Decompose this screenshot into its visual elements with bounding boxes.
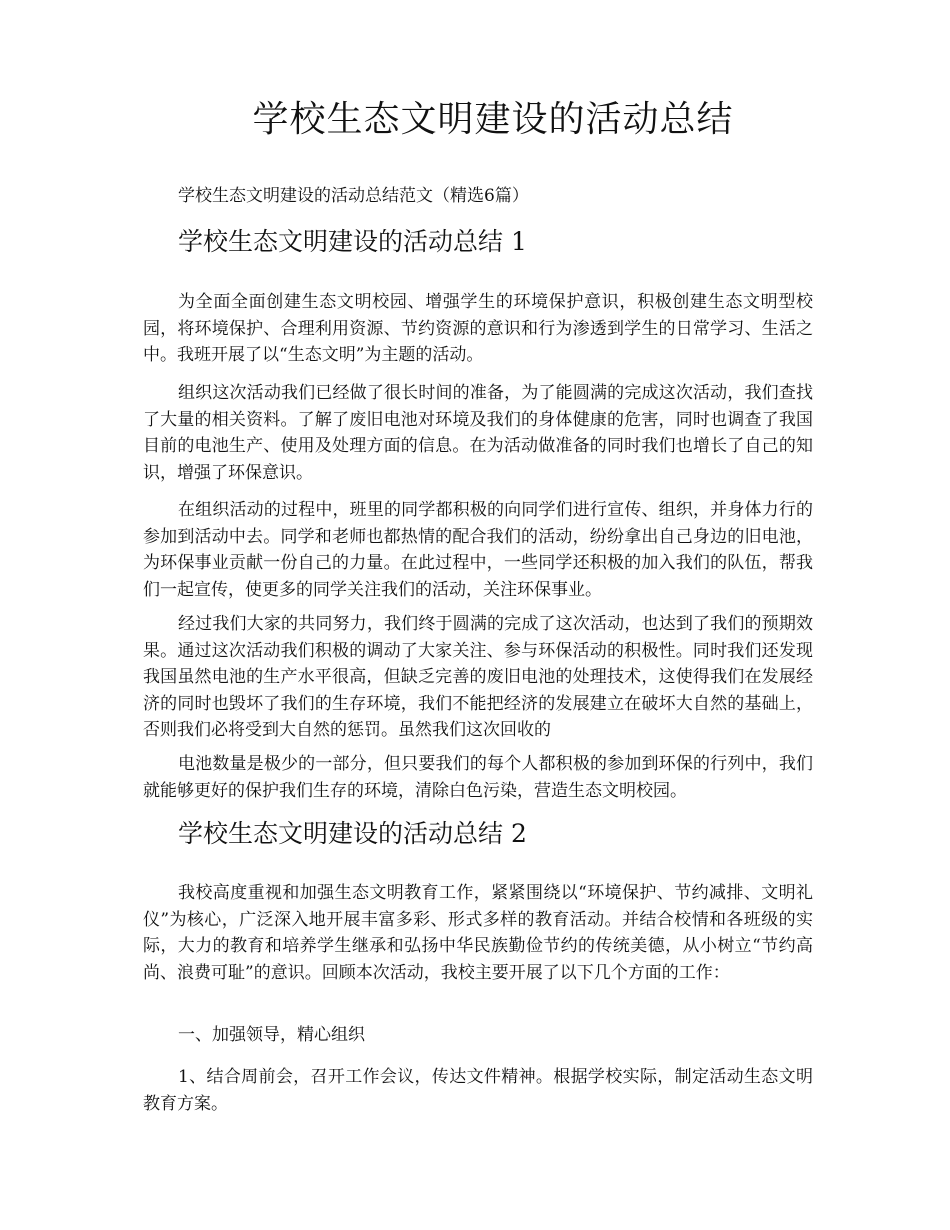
document-subtitle: 学校生态文明建设的活动总结范文（精选6篇） xyxy=(178,186,529,206)
section-1-paragraph-2: 组织这次活动我们已经做了很长时间的准备，为了能圆满的完成这次活动，我们查找了大量的相关资料。了解了废旧电池对环境及我们的身体健康的危害，同时也调查了我国目前的电池生产、使用及处理方面的信息。在为活动做准备的同时我们也增长了自己的知识，增强了环保意识。 xyxy=(143,383,813,483)
section-2-paragraph-2: 一、加强领导，精心组织 xyxy=(178,1025,365,1045)
document-title: 学校生态文明建设的活动总结 xyxy=(252,99,734,140)
section-heading-1: 学校生态文明建设的活动总结 1 xyxy=(178,227,527,256)
section-2-paragraph-1: 我校高度重视和加强生态文明教育工作，紧紧围绕以“环境保护、节约减排、文明礼仪”为核心，广泛深入地开展丰富多彩、形式多样的教育活动。并结合校情和各班级的实际，大力的教育和培养学生继承和弘扬中华民族勤俭节约的传统美德，从小树立“节约高尚、浪费可耻”的意识。回顾本次活动，我校主要开展了以下几个方面的工作： xyxy=(143,883,813,983)
section-1-paragraph-4: 经过我们大家的共同努力，我们终于圆满的完成了这次活动，也达到了我们的预期效果。通过这次活动我们积极的调动了大家关注、参与环保活动的积极性。同时我们还发现我国虽然电池的生产水平很高，但缺乏完善的废旧电池的处理技术，这使得我们在发展经济的同时也毁坏了我们的生存环境，我们不能把经济的发展建立在破坏大自然的基础上，否则我们必将受到大自然的惩罚。虽然我们这次回收的 xyxy=(143,614,813,740)
section-1-paragraph-5: 电池数量是极少的一部分，但只要我们的每个人都积极的参加到环保的行列中，我们就能够更好的保护我们生存的环境，清除白色污染，营造生态文明校园。 xyxy=(143,754,813,801)
section-1-paragraph-1: 为全面全面创建生态文明校园、增强学生的环境保护意识，积极创建生态文明型校园，将环境保护、合理利用资源、节约资源的意识和行为渗透到学生的日常学习、生活之中。我班开展了以“生态文明”为主题的活动。 xyxy=(143,292,813,365)
section-1-paragraph-3: 在组织活动的过程中，班里的同学都积极的向同学们进行宣传、组织，并身体力行的参加到活动中去。同学和老师也都热情的配合我们的活动，纷纷拿出自己身边的旧电池，为环保事业贡献一份自己的力量。在此过程中，一些同学还积极的加入我们的队伍，帮我们一起宣传，使更多的同学关注我们的活动，关注环保事业。 xyxy=(143,500,813,600)
section-heading-2: 学校生态文明建设的活动总结 2 xyxy=(178,819,527,848)
section-2-paragraph-3: 1、结合周前会，召开工作会议，传达文件精神。根据学校实际，制定活动生态文明教育方案。 xyxy=(143,1067,813,1114)
